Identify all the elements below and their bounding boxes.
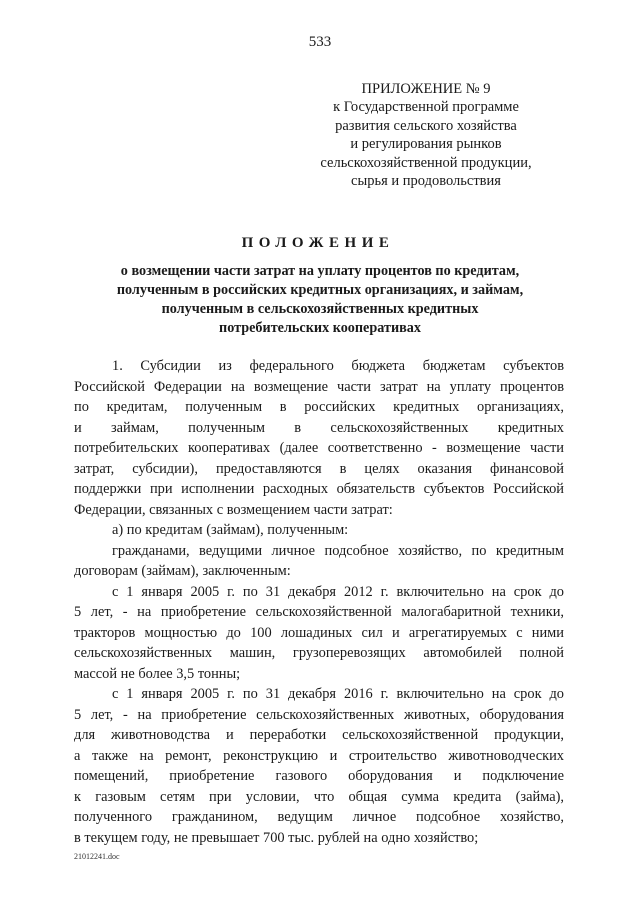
body-line: а также на ремонт, реконструкцию и строительство животноводческих	[74, 747, 564, 764]
body-line: и займам, полученным в сельскохозяйственных кредитных	[74, 419, 564, 436]
subtitle-line: потребительских кооперативах	[219, 320, 421, 336]
appendix-line: к Государственной программе	[333, 99, 519, 116]
subtitle-line: о возмещении части затрат на уплату процентов по кредитам,	[120, 263, 520, 279]
body-line: 5 лет, - на приобретение сельскохозяйственных животных, оборудования	[74, 706, 564, 723]
body-line: по кредитам, полученным в российских кредитных организациях,	[74, 399, 564, 415]
subtitle-line: полученным в сельскохозяйственных кредитных	[161, 301, 479, 317]
body-line: затрат, субсидии), предоставляются в целях оказания финансовой	[74, 460, 564, 477]
body-line: для животноводства и переработки сельскохозяйственной продукции,	[74, 727, 564, 743]
body-line: в текущем году, не превышает 700 тыс. рублей на одно хозяйство;	[74, 829, 479, 846]
document-title: ПОЛОЖЕНИЕ	[241, 235, 395, 251]
body-line: сельскохозяйственных машин, грузоперевозящих автомобилей полной	[74, 645, 564, 661]
body-line: договорам (займам), заключенным:	[74, 563, 291, 579]
body-line: с 1 января 2005 г. по 31 декабря 2016 г. включительно на срок до	[112, 686, 564, 702]
file-name-footer: 21012241.doc	[74, 852, 120, 861]
body-line: гражданами, ведущими личное подсобное хозяйство, по кредитным	[112, 542, 564, 559]
appendix-header	[300, 80, 552, 190]
body-line: 1. Субсидии из федерального бюджета бюджетам субъектов	[112, 358, 564, 374]
appendix-line: сельскохозяйственной продукции,	[320, 154, 532, 171]
body-line: с 1 января 2005 г. по 31 декабря 2012 г. включительно на срок до	[112, 583, 564, 600]
appendix-line: и регулирования рынков	[350, 136, 502, 153]
body-line: поддержки при исполнении расходных обязательств субъектов Российской	[74, 481, 564, 497]
appendix-title: ПРИЛОЖЕНИЕ № 9	[361, 81, 491, 97]
body-line: 5 лет, - на приобретение сельскохозяйственной малогабаритной техники,	[74, 604, 564, 620]
body-line: потребительских кооперативах (далее соответственно - возмещение части	[74, 440, 564, 456]
body-line: тракторов мощностью до 100 лошадиных сил и агрегатируемых с ними	[74, 624, 564, 641]
appendix-line: развития сельского хозяйства	[335, 117, 517, 134]
body-line: массой не более 3,5 тонны;	[74, 665, 241, 682]
body-line: Федерации, связанных с возмещением части затрат:	[74, 501, 393, 518]
page-number: 533	[308, 34, 332, 50]
subtitle-line: полученным в российских кредитных организациях, и займам,	[116, 282, 524, 298]
document-body	[74, 356, 564, 848]
body-line: помещений, приобретение газового оборудования и подключение	[74, 768, 564, 784]
body-line: полученного гражданином, ведущим личное подсобное хозяйство,	[74, 809, 564, 825]
document-subtitle	[0, 262, 640, 338]
appendix-line: сырья и продовольствия	[351, 173, 501, 190]
body-line: а) по кредитам (займам), полученным:	[112, 522, 349, 538]
body-line: Российской Федерации на возмещение части затрат на уплату процентов	[74, 378, 564, 395]
body-line: к газовым сетям при условии, что общая сумма кредита (займа),	[74, 788, 564, 805]
